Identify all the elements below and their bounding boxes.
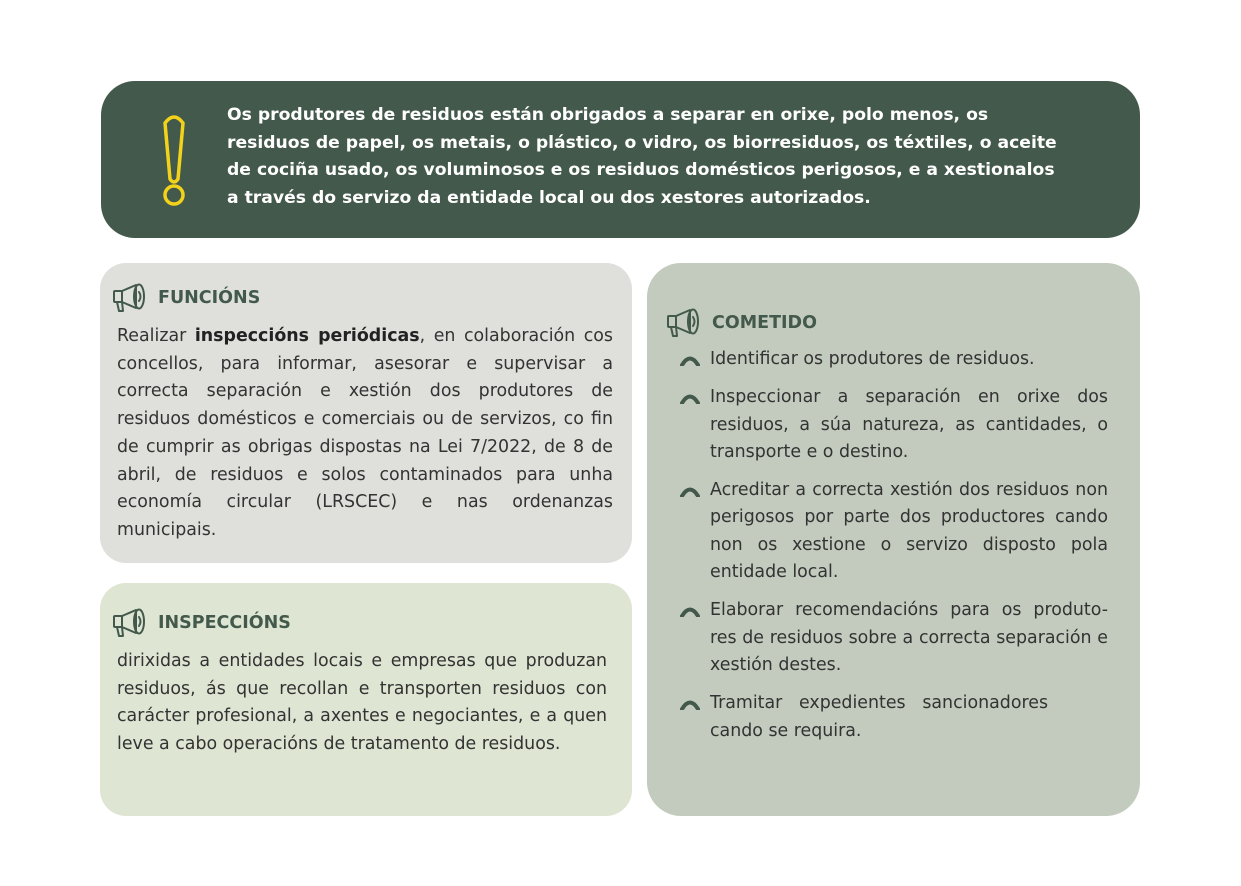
arc-bullet-icon [680, 605, 700, 617]
cometido-item-text: Tramitar expedientes sancionadores cando se requira. [710, 693, 1048, 741]
inspeccions-text: dirixidas a entidades locais e empresas que produzan residuos, ás que recollan e transporten residuos con carácter profesional, a axentes e negociantes, e a quen leve a cabo operacións de tratamento de residuos. [117, 651, 607, 755]
funcions-text-end: , en colaboración cos concellos, para informar, asesorar e supervisar a correcta separación e xestión dos produtores de residuos domésticos e comerciais ou de servizos, co fin de cumprir as obrigas dispostas na Lei 7/2022, de 8 de abril, de residuos e solos contaminados para unha economía circular (LRSCEC) e nas ordenanzas municipais. [117, 326, 613, 540]
funcions-text [117, 323, 613, 545]
inspeccions-title: INSPECCIÓNS [158, 613, 291, 633]
arc-bullet-icon [680, 392, 700, 404]
cometido-list [680, 346, 1108, 756]
cometido-item [680, 477, 1108, 586]
funcions-text-bold: inspeccións periódicas [194, 326, 420, 346]
cometido-title: COMETIDO [712, 313, 817, 333]
cometido-item [680, 690, 1108, 745]
cometido-item-text: Elaborar recomendacións para os produto-res de residuos sobre a correcta separación e xestión destes. [710, 600, 1108, 675]
megaphone-icon [112, 282, 150, 314]
exclamation-icon [156, 111, 192, 211]
alert-text: Os produtores de residuos están obrigados a separar en orixe, polo menos, os residuos de papel, os metais, o plástico, o vidro, os biorresiduos, os téxtiles, o aceite de cociña usado, os voluminosos e os residuos domésticos perigosos, e a xestionalos a través do servizo da entidade local ou dos xestores autorizados. [227, 105, 1057, 209]
funcions-header [112, 282, 260, 314]
megaphone-icon [112, 607, 150, 639]
cometido-item-text: Inspeccionar a separación en orixe dos residuos, a súa natureza, as cantidades, o transporte e o destino. [710, 387, 1108, 462]
cometido-header [666, 307, 817, 339]
arc-bullet-icon [680, 354, 700, 366]
arc-bullet-icon [680, 698, 700, 710]
megaphone-icon [666, 307, 704, 339]
cometido-item [680, 597, 1108, 679]
cometido-item-text: Identificar os produtores de residuos. [710, 349, 1035, 369]
cometido-item-text: Acreditar a correcta xestión dos residuos non perigosos por parte dos productores cando non os xestione o servizo disposto pola entidade local. [710, 480, 1108, 583]
cometido-item [680, 346, 1108, 373]
funcions-title: FUNCIÓNS [158, 288, 261, 308]
funcions-text-start: Realizar [117, 326, 195, 346]
cometido-item [680, 384, 1108, 466]
arc-bullet-icon [680, 485, 700, 497]
inspeccions-header [112, 607, 291, 639]
